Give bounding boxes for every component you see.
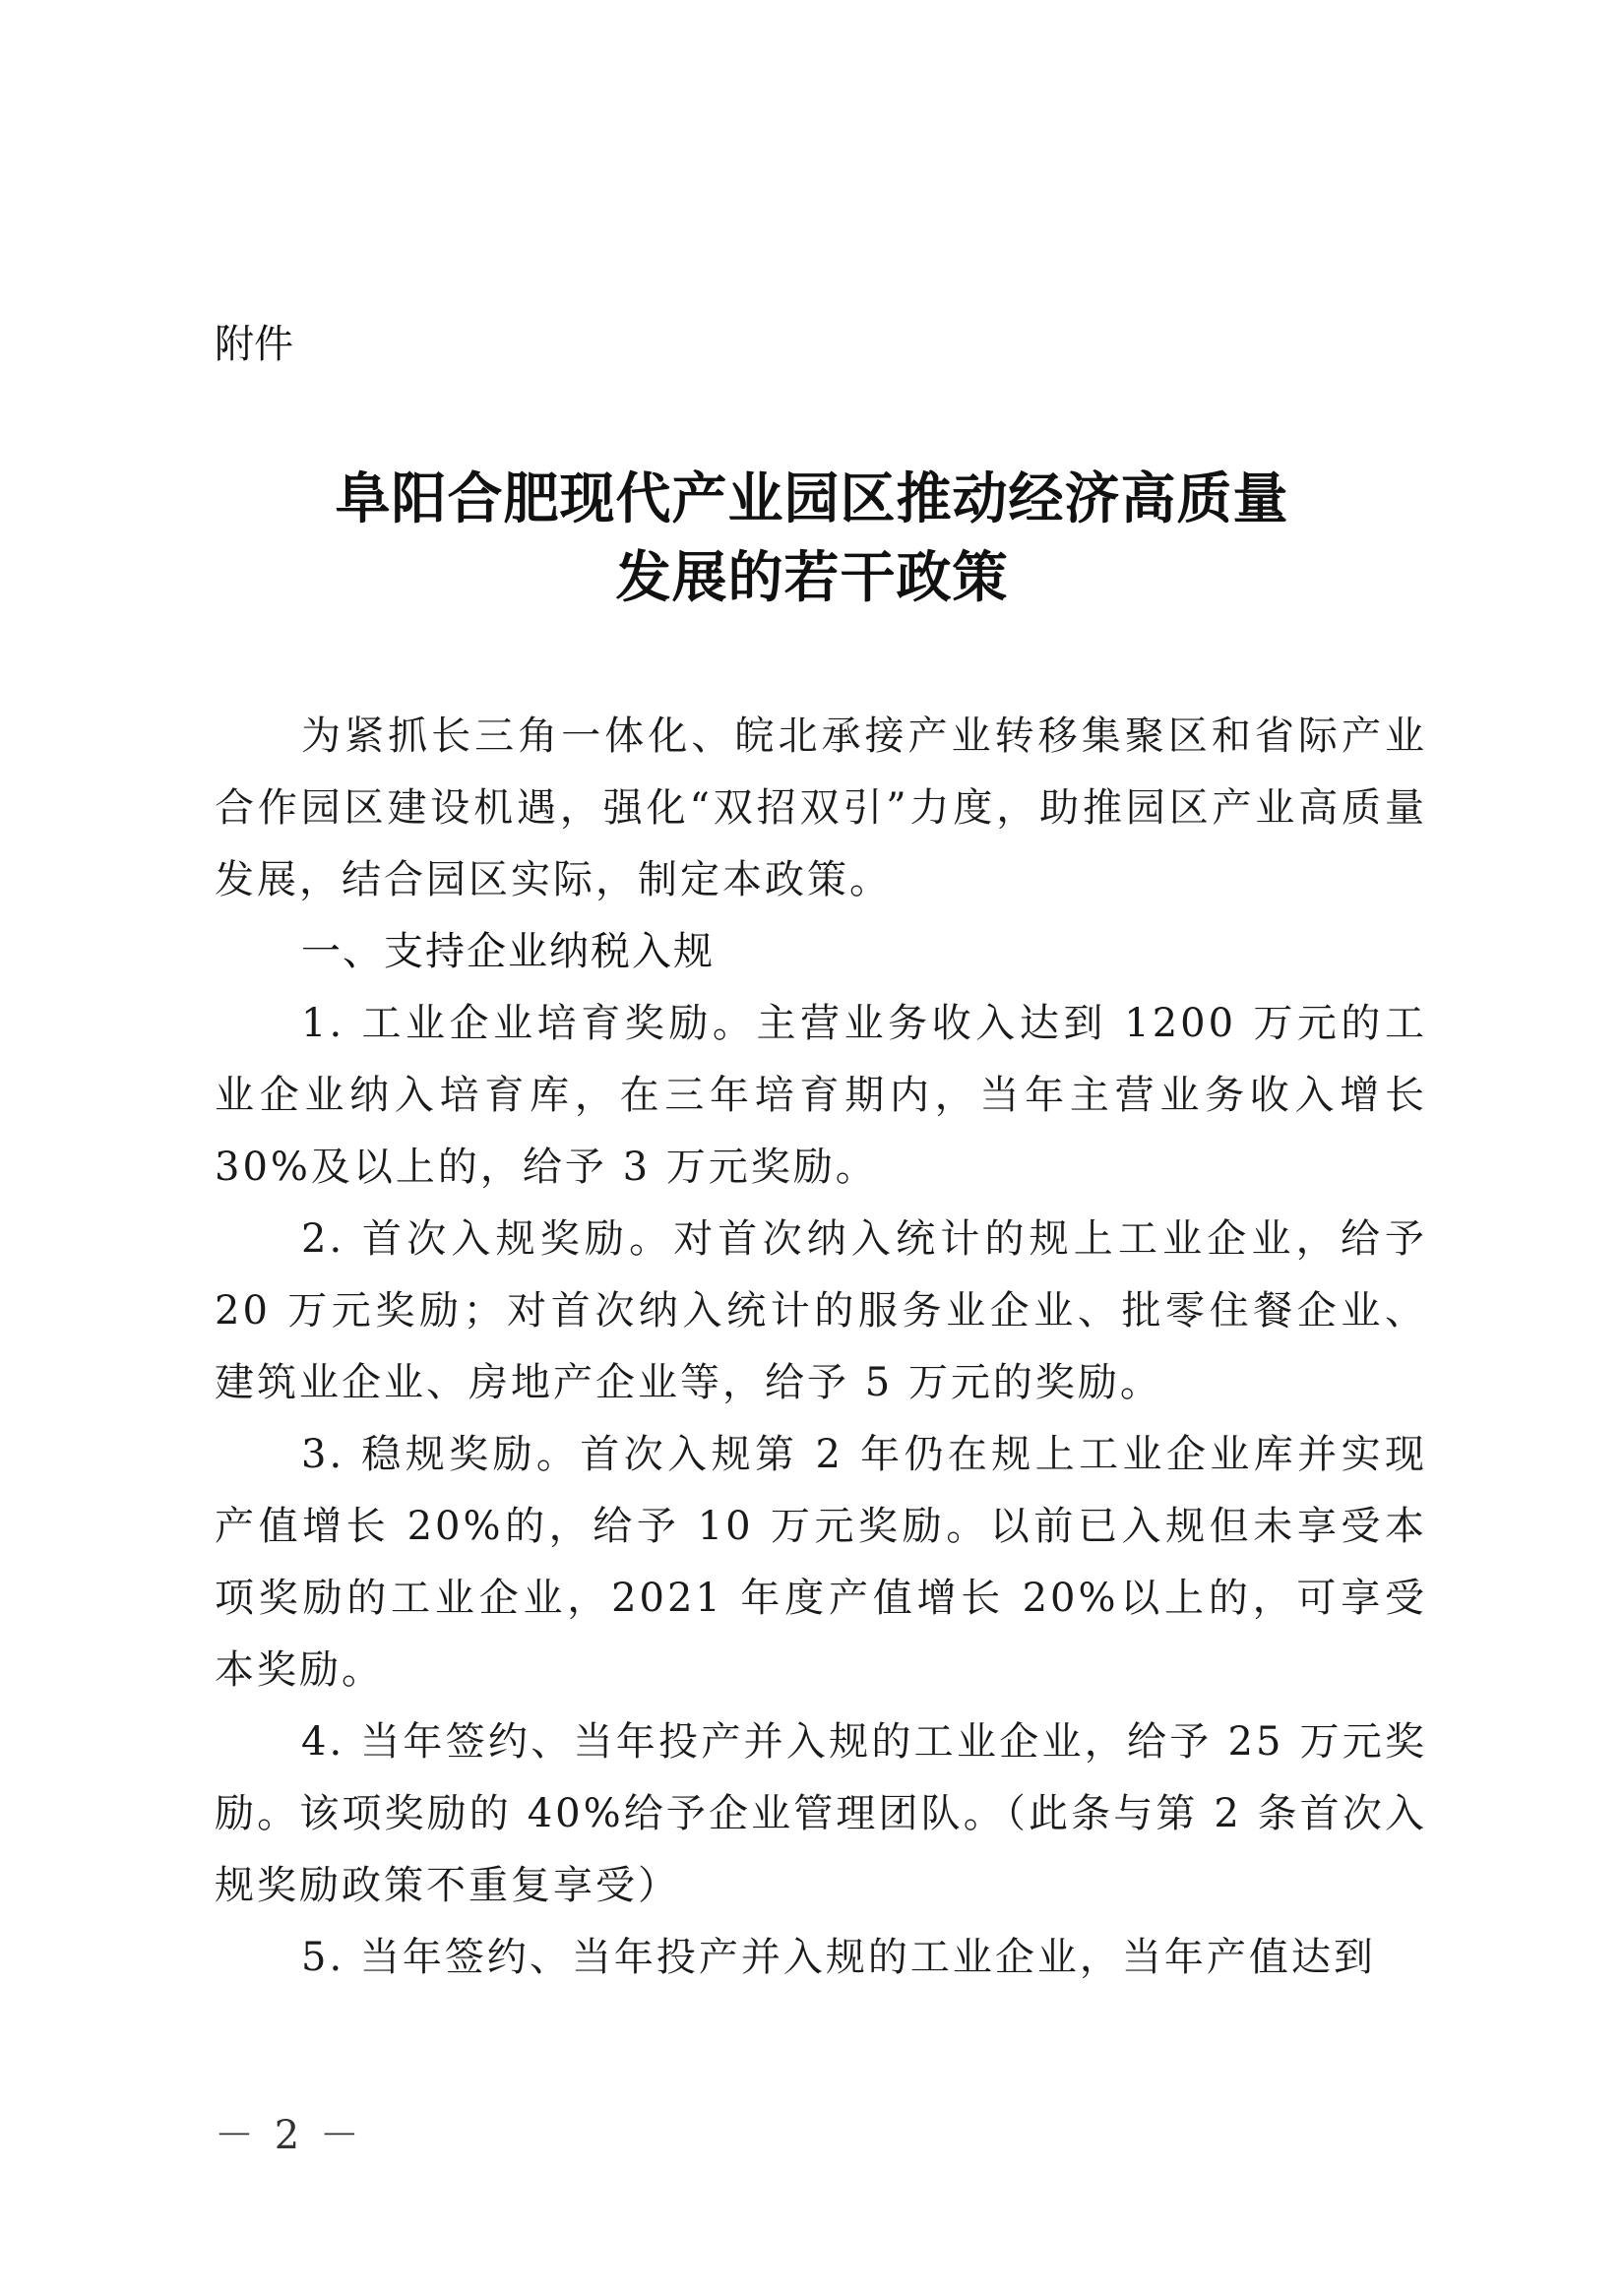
document-title-line-1: 阜阳合肥现代产业园区推动经济高质量 bbox=[335, 466, 1289, 531]
section-heading: 一、支持企业纳税入规 bbox=[301, 929, 715, 974]
policy-item-4: 4. 当年签约、当年投产并入规的工业企业，给予 25 万元奖励。该项奖励的 40%给予企业管理团队。（此条与第 2 条首次入规奖励政策不重复享受） bbox=[215, 1719, 1427, 1908]
policy-item-2: 2. 首次入规奖励。对首次纳入统计的规上工业企业，给予 20 万元奖励；对首次纳入统计的服务业企业、批零住餐企业、建筑业企业、房地产企业等，给予 5 万元的奖励。 bbox=[215, 1216, 1427, 1405]
policy-item-5: 5. 当年签约、当年投产并入规的工业企业，当年产值达到 bbox=[301, 1935, 1376, 1980]
document-title-line-2: 发展的若干政策 bbox=[615, 545, 1009, 610]
document-body bbox=[215, 701, 1427, 1994]
page-number: － 2 － bbox=[215, 2113, 363, 2158]
attachment-label: 附件 bbox=[215, 322, 293, 367]
policy-item-3: 3. 稳规奖励。首次入规第 2 年仍在规上工业企业库并实现产值增长 20%的，给予 10 万元奖励。以前已入规但未享受本项奖励的工业企业，2021 年度产值增长 20%以上的，可享受本奖励。 bbox=[215, 1432, 1427, 1693]
intro-paragraph: 为紧抓长三角一体化、皖北承接产业转移集聚区和省际产业合作园区建设机遇，强化“双招双引”力度，助推园区产业高质量发展，结合园区实际，制定本政策。 bbox=[215, 713, 1427, 902]
policy-item-1: 1. 工业企业培育奖励。主营业务收入达到 1200 万元的工业企业纳入培育库，在三年培育期内，当年主营业务收入增长 30%及以上的，给予 3 万元奖励。 bbox=[215, 1001, 1427, 1190]
